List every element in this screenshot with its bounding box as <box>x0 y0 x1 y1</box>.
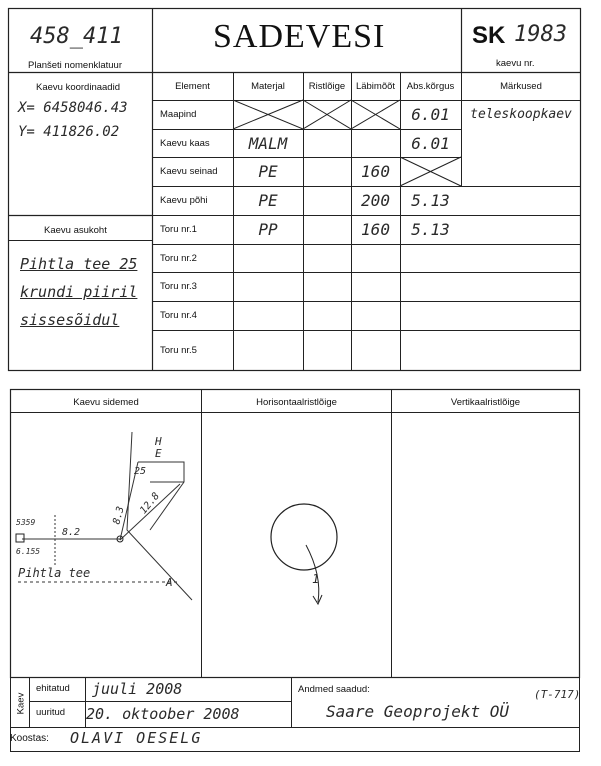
table-cell-material: PE <box>258 191 278 210</box>
table-cell-notes <box>461 129 581 157</box>
table-cell-material: MALM <box>248 133 288 153</box>
table-cell-elevation: 5.13 <box>411 220 450 239</box>
coordinate-y: Y= 411826.02 <box>18 124 120 140</box>
table-cell-cross <box>303 129 351 157</box>
table-cell-elevation: 6.01 <box>411 133 450 153</box>
table-cell-diameter <box>351 330 400 370</box>
section-ties: Kaevu sidemed <box>73 396 139 408</box>
sketch-ref-1: 5359 <box>16 518 36 527</box>
location-label: Kaevu asukoht <box>44 225 107 236</box>
table-cell-notes: teleskoopkaev <box>470 107 572 122</box>
well-number-label: kaevu nr. <box>496 58 535 69</box>
table-cell-elevation: 5.13 <box>411 191 450 210</box>
location-line-1: Pihtla tee 25 <box>20 255 138 273</box>
table-cell-cross <box>303 186 351 215</box>
table-cell-notes <box>461 244 581 272</box>
table-cell-cross <box>303 100 351 129</box>
table-cell-elevation: 6.01 <box>411 105 450 124</box>
column-header: Element <box>175 80 210 92</box>
table-cell-diameter <box>351 129 400 157</box>
sketch-dim-83: 8.3 <box>111 505 127 526</box>
table-row-element: Kaevu põhi <box>160 195 208 206</box>
table-cell-diameter <box>351 301 400 330</box>
table-cell-diameter: 160 <box>361 162 390 181</box>
table-cell-elevation <box>400 330 461 370</box>
author-value: OLAVI OESELG <box>70 729 203 747</box>
sketch-north: A <box>166 576 173 589</box>
form-title: SADEVESI <box>213 18 386 55</box>
data-source-value: Saare Geoprojekt OÜ <box>326 702 510 721</box>
column-header: Materjal <box>251 80 285 92</box>
table-row-element: Toru nr.4 <box>160 310 197 321</box>
table-cell-material: PE <box>258 162 278 181</box>
table-cell-material: PP <box>258 220 278 239</box>
table-cell-material <box>233 330 303 370</box>
table-cell-diameter: 160 <box>361 220 390 239</box>
table-cell-notes <box>461 330 581 370</box>
table-cell-elevation <box>400 244 461 272</box>
author-label: Koostas: <box>10 733 49 744</box>
table-cell-diameter <box>351 100 400 129</box>
sketch-dim-128: 12.8 <box>138 490 163 517</box>
column-header: Läbimõõt <box>355 80 396 92</box>
table-cell-diameter <box>351 272 400 301</box>
table-row-element: Maapind <box>160 109 197 120</box>
table-cell-diameter: 200 <box>361 191 390 210</box>
table-cell-elevation <box>400 272 461 301</box>
table-cell-cross <box>303 157 351 186</box>
kaev-label: Kaev <box>15 692 27 715</box>
table-cell-cross <box>303 244 351 272</box>
built-label: ehitatud <box>36 683 70 694</box>
well-code: SK <box>472 22 506 49</box>
table-cell-material <box>233 272 303 301</box>
sketch-ref-2: 6.155 <box>16 547 41 556</box>
table-row-element: Toru nr.2 <box>160 252 197 264</box>
table-cell-cross <box>303 330 351 370</box>
well-number: 1983 <box>514 22 567 47</box>
table-cell-material <box>233 100 303 129</box>
table-row-element: Toru nr.5 <box>160 344 197 356</box>
surveyed-label: uuritud <box>36 707 66 718</box>
table-cell-elevation <box>400 301 461 330</box>
table-cell-cross <box>303 272 351 301</box>
data-source-code: (T-717) <box>534 688 581 701</box>
table-cell-diameter <box>351 244 400 272</box>
table-cell-cross <box>303 215 351 244</box>
horizontal-pipe-label: 1 <box>312 572 320 586</box>
sheet-label: Planšeti nomenklatuur <box>28 60 122 71</box>
table-cell-notes <box>461 301 581 330</box>
built-value: juuli 2008 <box>92 680 183 698</box>
column-header: Ristlõige <box>308 80 346 92</box>
sheet-number: 458_411 <box>30 24 123 49</box>
section-horizontal: Horisontaalristlõige <box>256 396 337 408</box>
data-source-label: Andmed saadud: <box>298 684 370 695</box>
column-header: Märkused <box>500 80 542 92</box>
coordinates-label: Kaevu koordinaadid <box>36 82 120 93</box>
sketch-dim-25: 25 <box>134 466 147 477</box>
table-cell-cross <box>303 301 351 330</box>
table-cell-notes <box>461 272 581 301</box>
table-row-element: Kaevu seinad <box>160 166 218 177</box>
table-cell-notes <box>461 157 581 186</box>
table-cell-elevation <box>400 157 461 186</box>
column-header: Abs.kõrgus <box>406 80 455 92</box>
coordinate-x: X= 6458046.43 <box>18 100 128 116</box>
sketch-dim-82: 8.2 <box>62 527 81 538</box>
table-cell-material <box>233 301 303 330</box>
table-cell-notes <box>461 215 581 244</box>
table-cell-notes <box>461 186 581 215</box>
location-line-3: sissesõidul <box>20 311 120 329</box>
table-cell-material <box>233 244 303 272</box>
section-vertical: Vertikaalristlõige <box>450 396 521 408</box>
table-row-element: Toru nr.3 <box>160 281 197 292</box>
sketch-building: H E <box>155 435 162 460</box>
sketch-street: Pihtla tee <box>18 566 91 580</box>
table-row-element: Toru nr.1 <box>160 224 197 235</box>
surveyed-value: 20. oktoober 2008 <box>86 705 240 723</box>
location-line-2: krundi piiril <box>20 283 138 301</box>
table-row-element: Kaevu kaas <box>160 137 210 149</box>
